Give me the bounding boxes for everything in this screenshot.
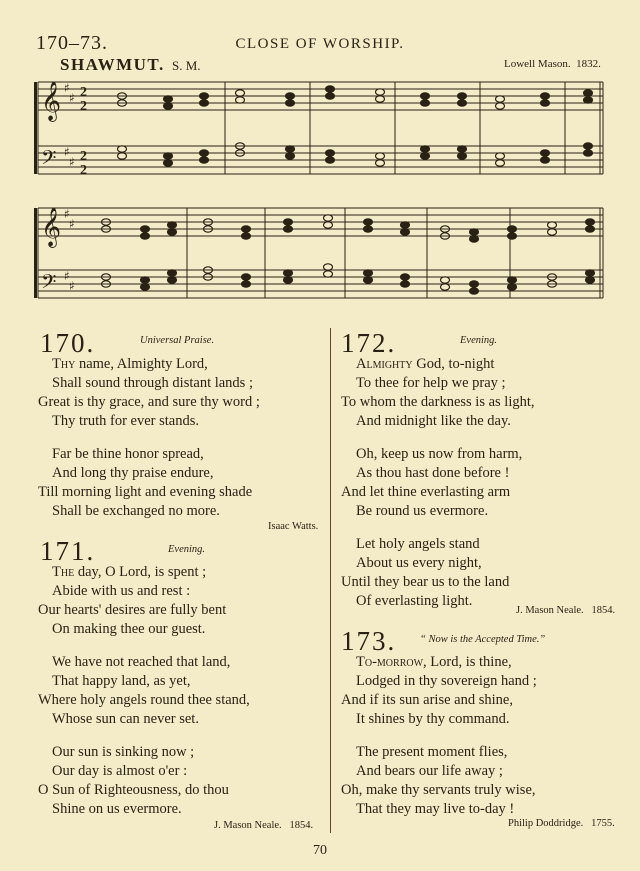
sharp-icon: ♯ [64, 207, 70, 221]
hymn-subtitle: Universal Praise. [140, 335, 215, 346]
note-head [458, 153, 467, 159]
note-head [141, 233, 150, 239]
note-head [586, 226, 595, 232]
note-head [326, 157, 335, 163]
verse-line: The present moment flies, [356, 744, 508, 760]
note-head [364, 219, 373, 225]
verse-line: The day, O Lord, is spent ; [52, 564, 207, 580]
note-head [541, 150, 550, 156]
note-head [164, 153, 173, 159]
note-head [376, 89, 385, 95]
note-head [141, 226, 150, 232]
note-head [164, 96, 173, 102]
note-head [200, 100, 209, 106]
verse-line: And long thy praise endure, [52, 465, 214, 481]
note-head [200, 93, 209, 99]
note-head [286, 93, 295, 99]
page-number: 70 [313, 843, 327, 858]
note-head [584, 150, 593, 156]
note-head [242, 281, 251, 287]
note-head [401, 281, 410, 287]
hymn-year: 1854. [289, 820, 314, 831]
time-signature-denominator: 2 [80, 99, 87, 114]
hymn-author: Philip Doddridge. [508, 818, 584, 829]
note-head [401, 222, 410, 228]
note-head [441, 277, 450, 283]
note-head [541, 157, 550, 163]
note-head [541, 100, 550, 106]
verse-line: It shines by thy command. [356, 711, 510, 727]
verse-line: And let thine everlasting arm [341, 484, 511, 500]
verse-line: To thee for help we pray ; [356, 375, 506, 391]
verse-line: Our sun is sinking now ; [52, 744, 195, 760]
note-head [200, 150, 209, 156]
note-head [324, 215, 333, 221]
note-head [421, 153, 430, 159]
note-head [586, 270, 595, 276]
note-head [508, 277, 517, 283]
note-head [508, 226, 517, 232]
note-head [324, 264, 333, 270]
verse-line: Oh, keep us now from harm, [356, 446, 523, 462]
note-head [284, 226, 293, 232]
note-head [470, 288, 479, 294]
note-head [586, 219, 595, 225]
hymn-author: J. Mason Neale. [214, 820, 282, 831]
note-head [326, 86, 335, 92]
note-head [401, 274, 410, 280]
note-head [458, 146, 467, 152]
note-head [376, 153, 385, 159]
note-head [242, 233, 251, 239]
verse-line: Till morning light and evening shade [38, 484, 253, 500]
hymn-subtitle: Evening. [460, 335, 498, 346]
tune-meter: S. M. [172, 58, 201, 73]
note-head [508, 284, 517, 290]
treble-clef-icon: 𝄞 [41, 81, 62, 121]
note-head [421, 93, 430, 99]
note-head [376, 160, 385, 166]
hymn-number: 171. [40, 536, 96, 566]
sharp-icon: ♯ [64, 269, 70, 283]
note-head [168, 277, 177, 283]
note-head [326, 93, 335, 99]
note-head [324, 222, 333, 228]
tune-name: SHAWMUT. [60, 55, 165, 74]
verse-line: Be round us evermore. [356, 503, 489, 519]
note-head [284, 219, 293, 225]
verse-line: Great is thy grace, and sure thy word ; [38, 394, 260, 410]
note-head [118, 146, 127, 152]
note-head [326, 150, 335, 156]
hymn-author-line [516, 605, 615, 616]
note-head [496, 160, 505, 166]
note-head [586, 277, 595, 283]
hymn-subtitle: “ Now is the Accepted Time.” [420, 634, 546, 645]
note-head [421, 100, 430, 106]
note-head [200, 157, 209, 163]
note-head [286, 146, 295, 152]
verse-line: About us every night, [356, 555, 482, 571]
note-head [458, 100, 467, 106]
note-head [401, 229, 410, 235]
note-head [236, 97, 245, 103]
note-head [470, 281, 479, 287]
note-head [168, 222, 177, 228]
note-head [584, 90, 593, 96]
hymn-author: J. Mason Neale. [516, 605, 584, 616]
verse-line: To-morrow, Lord, is thine, [356, 654, 512, 670]
verse-line: Oh, make thy servants truly wise, [341, 782, 536, 798]
note-head [286, 100, 295, 106]
verse-line: To whom the darkness is as light, [341, 394, 535, 410]
verse-line: Whose sun can never set. [52, 711, 199, 727]
note-head [286, 153, 295, 159]
sharp-icon: ♯ [69, 217, 75, 231]
note-head [441, 284, 450, 290]
verse-line: That they may live to-day ! [356, 801, 515, 817]
note-head [118, 153, 127, 159]
composer-year: 1832. [576, 58, 601, 70]
hymn-author-line [508, 818, 615, 829]
verse-line: Lodged in thy sovereign hand ; [356, 673, 537, 689]
note-head [470, 229, 479, 235]
verse-line: Until they bear us to the land [341, 574, 510, 590]
note-head [141, 277, 150, 283]
verse-line: Let holy angels stand [356, 536, 480, 552]
verse-line: And bears our life away ; [356, 763, 503, 779]
hymn-year: 1755. [591, 818, 615, 829]
verse-line: Far be thine honor spread, [52, 446, 204, 462]
note-head [164, 160, 173, 166]
verse-line: Our day is almost o'er : [52, 763, 188, 779]
verse-line: On making thee our guest. [52, 621, 206, 637]
verse-line: Abide with us and rest : [52, 583, 191, 599]
hymn-number: 173. [341, 626, 397, 656]
verse-line: Shall sound through distant lands ; [52, 375, 253, 391]
note-head [508, 233, 517, 239]
verse-line: Of everlasting light. [356, 593, 473, 609]
sharp-icon: ♯ [69, 279, 75, 293]
time-signature-numerator: 2 [80, 149, 87, 164]
verse-line: O Sun of Righteousness, do thou [38, 782, 229, 798]
note-head [364, 226, 373, 232]
note-head [324, 271, 333, 277]
note-head [496, 153, 505, 159]
note-head [164, 103, 173, 109]
music-score [0, 0, 640, 320]
verse-line: And if its sun arise and shine, [341, 692, 513, 708]
verse-line: And midnight like the day. [356, 413, 511, 429]
bass-clef-icon: 𝄢 [41, 270, 57, 298]
verse-line: Shine on us evermore. [52, 801, 182, 817]
note-head [584, 97, 593, 103]
hymn-author: Isaac Watts. [268, 521, 319, 532]
note-head [496, 103, 505, 109]
note-head [364, 270, 373, 276]
note-head [168, 270, 177, 276]
hymn-subtitle: Evening. [168, 544, 206, 555]
note-head [242, 226, 251, 232]
note-head [458, 93, 467, 99]
column-divider [330, 328, 331, 833]
note-head [364, 277, 373, 283]
system-bracket [34, 208, 37, 298]
note-head [548, 222, 557, 228]
hymn-range: 170–73. [36, 32, 108, 54]
note-head [236, 90, 245, 96]
note-head [421, 146, 430, 152]
section-title: CLOSE OF WORSHIP. [235, 36, 405, 52]
verse-line: Where holy angels round thee stand, [38, 692, 250, 708]
sharp-icon: ♯ [69, 155, 75, 169]
note-head [496, 96, 505, 102]
verse-line: Our hearts' desires are fully bent [38, 602, 227, 618]
hymn-year: 1854. [591, 605, 616, 616]
note-head [284, 277, 293, 283]
hymn-author-line [214, 820, 313, 831]
sharp-icon: ♯ [64, 81, 70, 95]
verse-line: We have not reached that land, [52, 654, 231, 670]
note-head [548, 229, 557, 235]
verse-line: Thy name, Almighty Lord, [52, 356, 208, 372]
note-head [376, 96, 385, 102]
verse-line: As thou hast done before ! [356, 465, 510, 481]
note-head [284, 270, 293, 276]
time-signature-numerator: 2 [80, 85, 87, 100]
sharp-icon: ♯ [69, 91, 75, 105]
system-bracket [34, 82, 37, 174]
note-head [242, 274, 251, 280]
sharp-icon: ♯ [64, 145, 70, 159]
composer-name: Lowell Mason. [504, 58, 571, 70]
hymn-number: 170. [40, 328, 96, 358]
verse-line: Thy truth for ever stands. [52, 413, 199, 429]
verse-line: Shall be exchanged no more. [52, 503, 220, 519]
note-head [168, 229, 177, 235]
hymn-number: 172. [341, 328, 397, 358]
note-head [541, 93, 550, 99]
verse-line: That happy land, as yet, [52, 673, 191, 689]
treble-clef-icon: 𝄞 [41, 207, 62, 247]
note-head [470, 236, 479, 242]
bass-clef-icon: 𝄢 [41, 146, 57, 174]
note-head [584, 143, 593, 149]
verse-line: Almighty God, to-night [356, 356, 495, 372]
time-signature-denominator: 2 [80, 163, 87, 178]
note-head [141, 284, 150, 290]
